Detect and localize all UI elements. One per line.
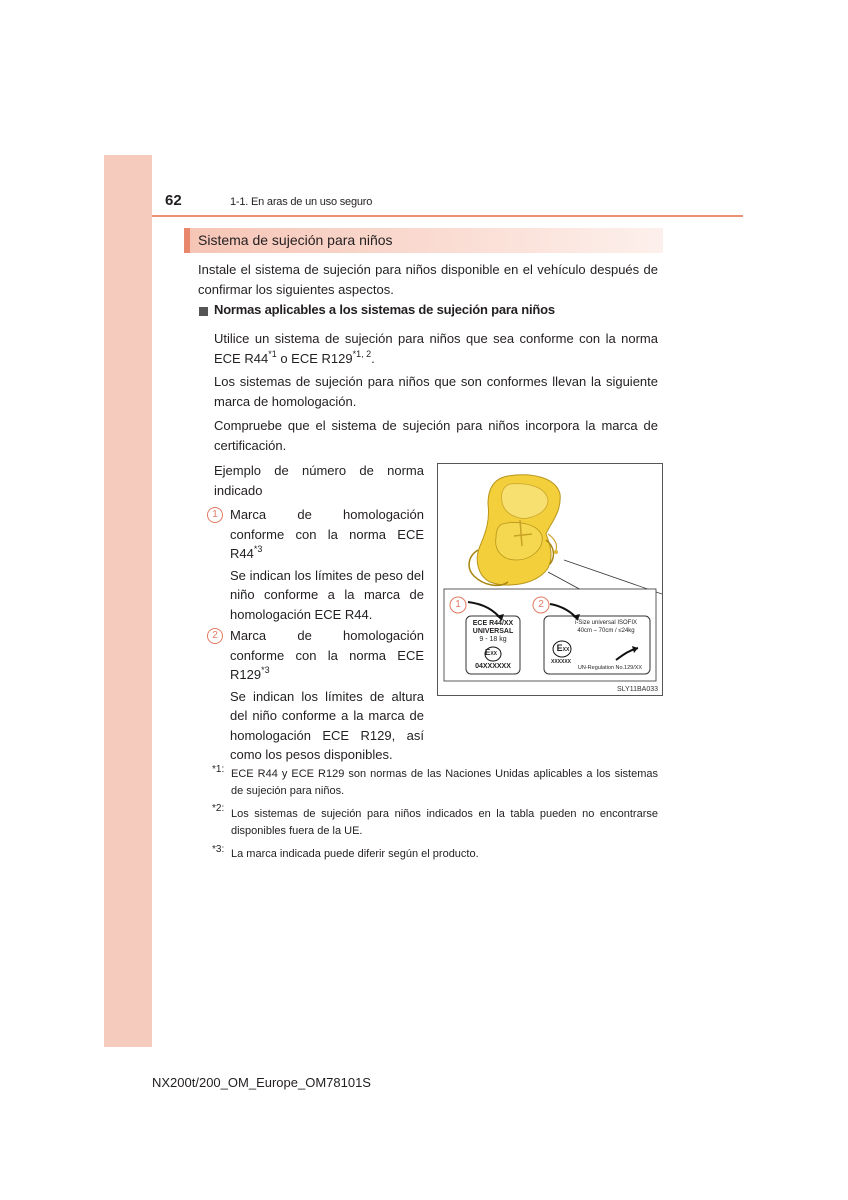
footnote-2-text: Los sistemas de sujeción para niños indicados en la tabla pueden no encontrarse disponibles fuera de la UE. (231, 808, 658, 837)
label-1-line1: ECE R44/XX (472, 620, 514, 627)
label-2-line1: i-Size universal ISOFIX (574, 620, 638, 626)
figure-label-1-number: 1 (455, 599, 461, 610)
paragraph-norm (214, 329, 658, 370)
footnote-2-mark: *2: (212, 803, 225, 814)
paragraph-certification: Compruebe que el sistema de sujeción para niños incorpora la marca de certificación. (214, 418, 658, 453)
example-caption: Ejemplo de número de norma indicado (214, 463, 424, 498)
child-seat-icon (469, 475, 560, 586)
label-2-line2: 40cm – 70cm / ≤24kg (577, 628, 635, 634)
paragraph-norm-line1: Utilice un sistema de sujeción para niños que sea conforme con la norma (214, 331, 658, 346)
header-section-title: 1-1. En aras de un uso seguro (230, 196, 373, 208)
label-1-line2: UNIVERSAL (472, 628, 514, 635)
header-divider (152, 215, 743, 217)
figure-label-2-number: 2 (538, 599, 544, 610)
label-2-e-mark: EXX (556, 643, 570, 653)
item-1-title: Marca de homologación conforme con la norma ECE R44 (230, 507, 424, 561)
footnote-3-text: La marca indicada puede diferir según el producto. (231, 848, 479, 860)
item-2-desc: Se indican los límites de altura del niño conforme a la marca de homologación ECE R129, así como los pesos disponibles. (230, 688, 424, 762)
footnote-1-mark: *1: (212, 764, 225, 775)
child-seat-figure (437, 463, 663, 696)
footnote-1-text: ECE R44 y ECE R129 son normas de las Naciones Unidas aplicables a los sistemas de sujeción para niños. (231, 768, 658, 797)
label-2-regulation: UN-Regulation No.129/XX (577, 665, 643, 671)
item-1 (230, 505, 424, 624)
label-1-line3: 9 - 18 kg (479, 636, 507, 643)
figure-code: SLY11BA033 (617, 686, 658, 693)
side-band (104, 155, 152, 1047)
paragraph-homologation: Los sistemas de sujeción para niños que son conformes llevan la siguiente marca de homologación. (214, 374, 658, 409)
intro-paragraph: Instale el sistema de sujeción para niños disponible en el vehículo después de confirmar los siguientes aspectos. (198, 262, 658, 297)
paragraph-norm-line2: ECE R44$^{*1}$ o ECE R129$^{*1, 2}$. (214, 348, 375, 366)
item-2-title: Marca de homologación conforme con la norma ECE R129 (230, 628, 424, 682)
section-heading-bar (184, 228, 663, 253)
item-2-number-icon: 2 (207, 628, 223, 644)
item-1-sup: *3 (253, 544, 263, 554)
section-title: Sistema de sujeción para niños (198, 232, 393, 248)
footer-document-code: NX200t/200_OM_Europe_OM78101S (152, 1075, 371, 1090)
subheading: Normas aplicables a los sistemas de sujeción para niños (214, 302, 555, 317)
item-2-sup: *3 (261, 665, 270, 675)
label-1-e-mark: EXX (485, 648, 498, 657)
item-1-desc: Se indican los límites de peso del niño conforme a la marca de homologación ECE R44. (230, 567, 424, 622)
page-number: 62 (165, 192, 182, 209)
label-2-number: XXXXXX (550, 659, 571, 665)
square-bullet-icon (199, 307, 208, 316)
label-1-number: 04XXXXXX (475, 663, 511, 670)
item-2 (230, 626, 424, 765)
footnote-3-mark: *3: (212, 844, 225, 855)
item-1-number-icon: 1 (207, 507, 223, 523)
